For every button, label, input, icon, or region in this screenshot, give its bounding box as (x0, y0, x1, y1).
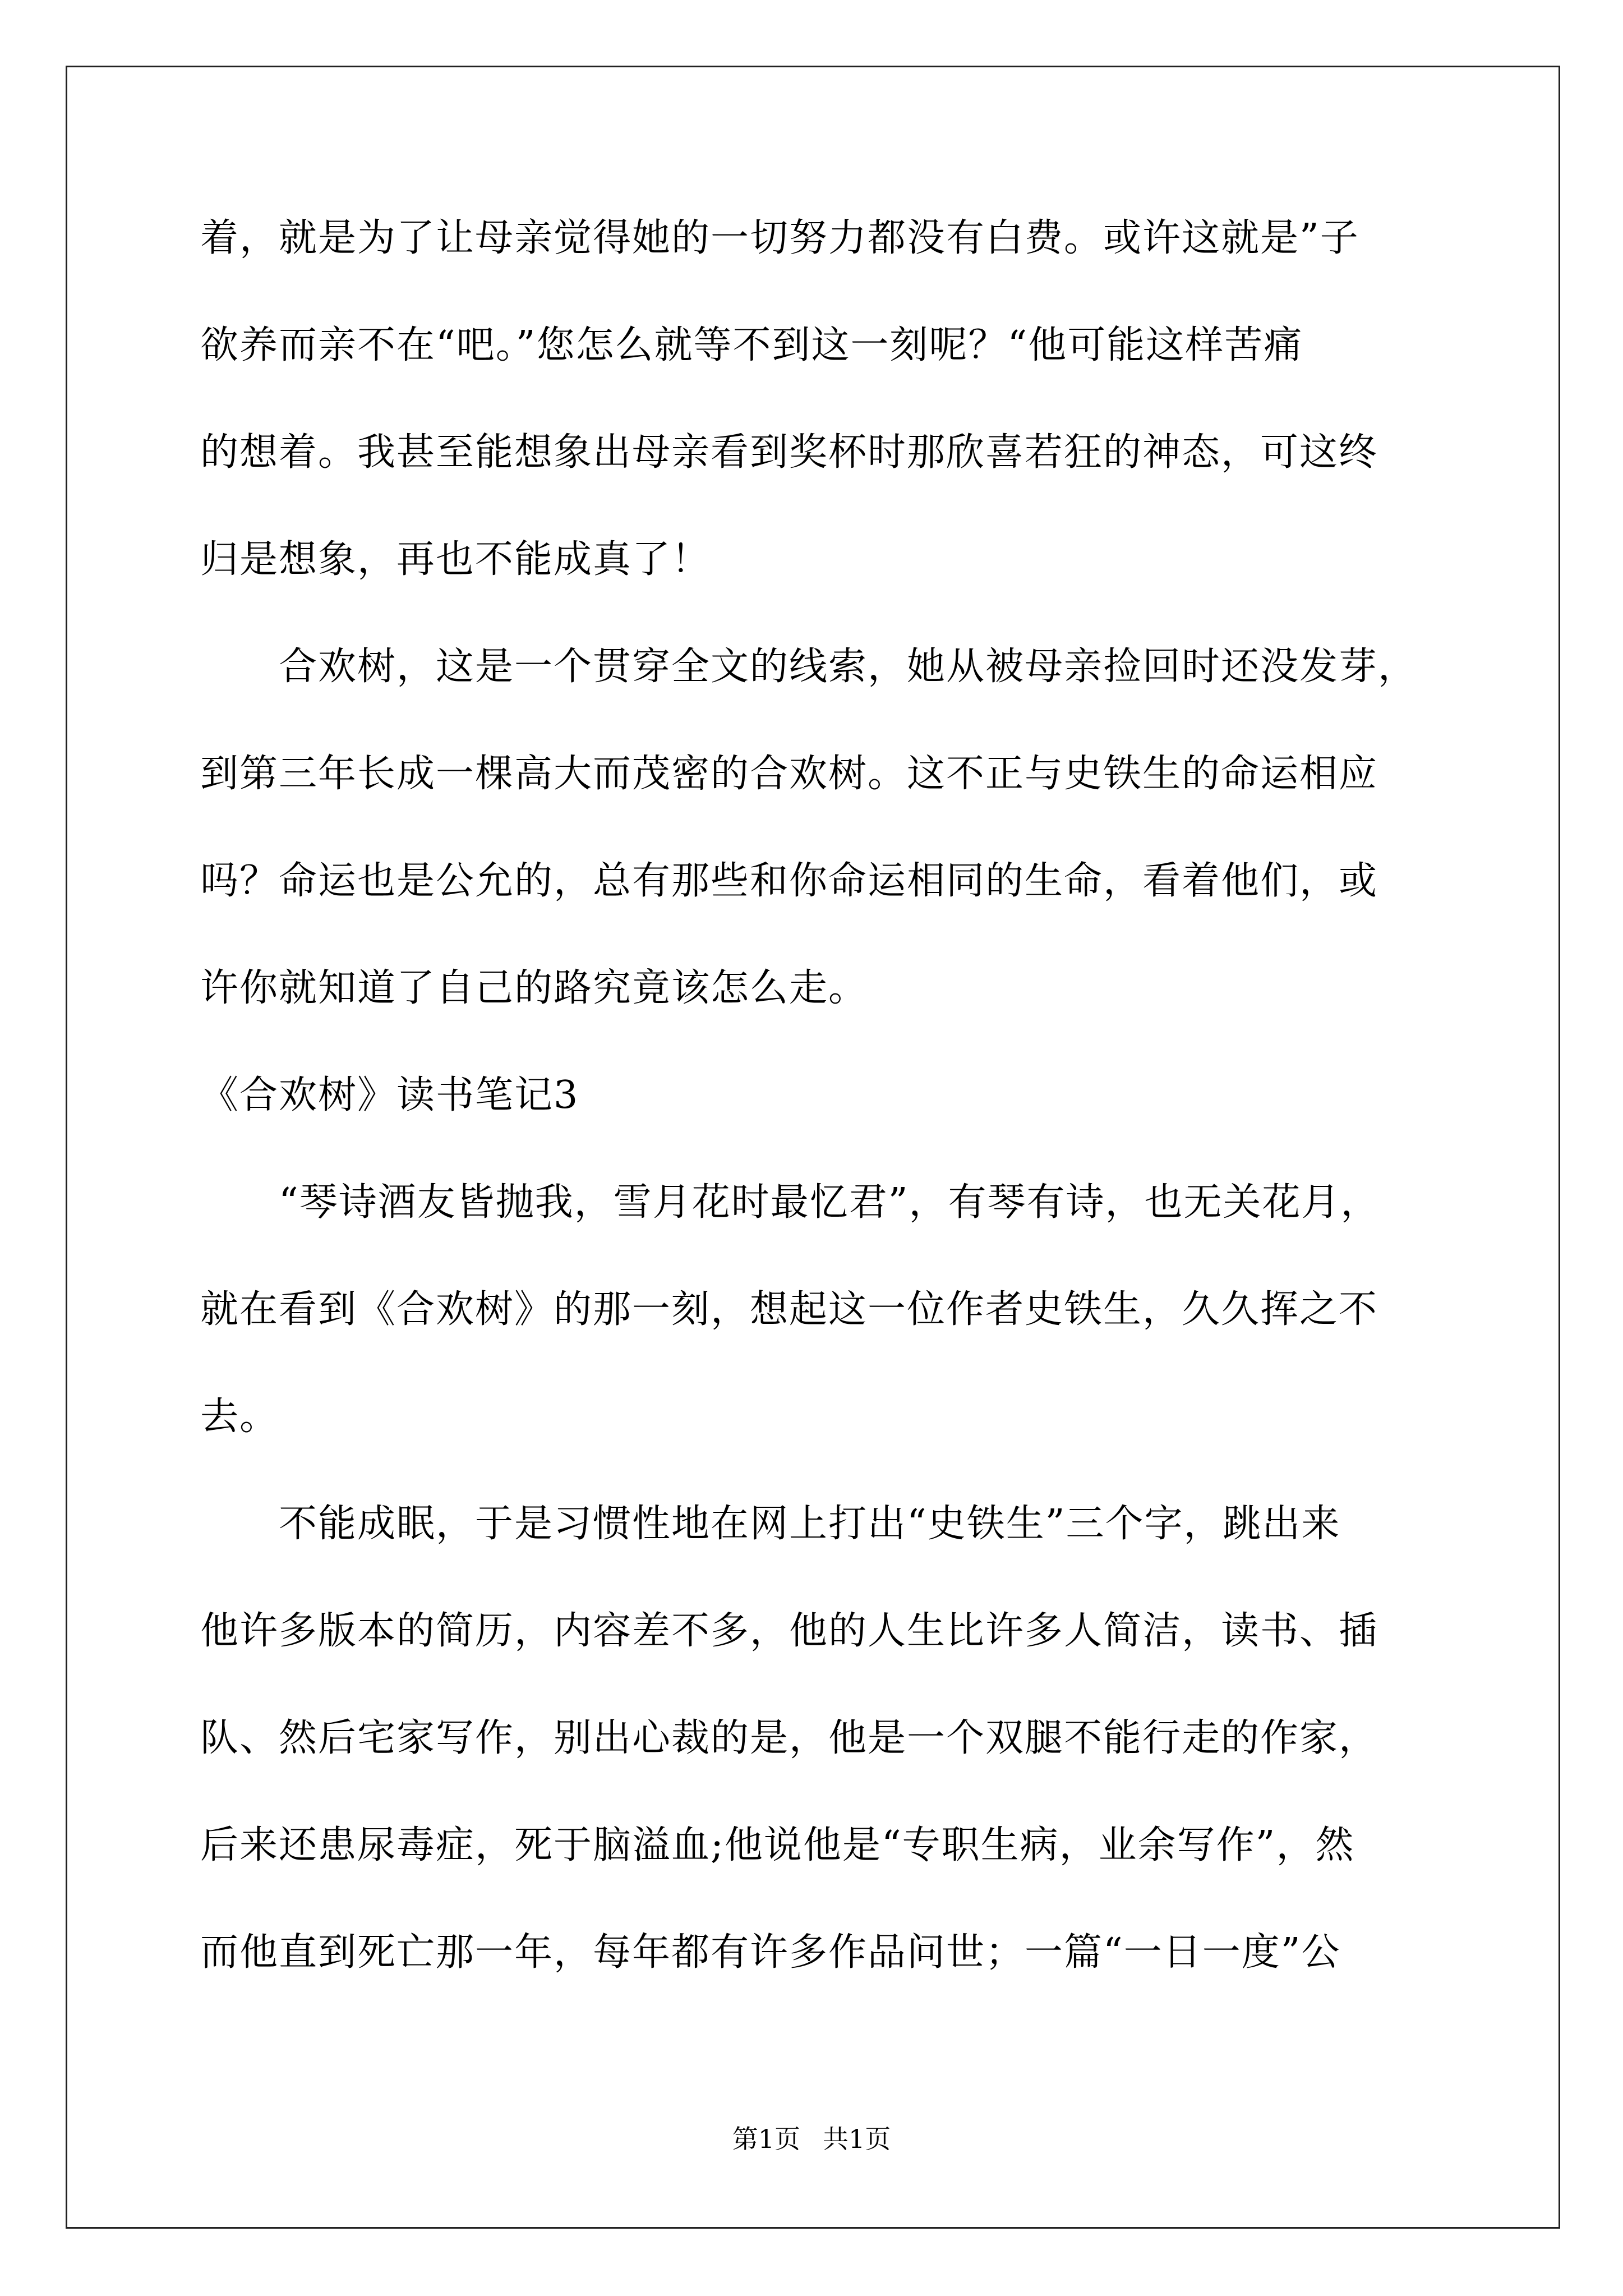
text-line: 归是想象，再也不能成真了！ (200, 537, 711, 582)
paragraph-start-line: 不能成眠，于是习惯性地在网上打出“史铁生”三个字，跳出来 (279, 1502, 1341, 1546)
text-line: 队、然后宅家写作，别出心裁的是，他是一个双腿不能行走的作家， (200, 1716, 1378, 1760)
page-number: 第1页 (732, 2124, 800, 2154)
text-line: 就在看到《合欢树》的那一刻，想起这一位作者史铁生，久久挥之不 (200, 1287, 1378, 1332)
text-line: 他许多版本的简历，内容差不多，他的人生比许多人简洁，读书、插 (200, 1609, 1378, 1653)
text-line: 吗？命运也是公允的，总有那些和你命运相同的生命，看着他们，或 (200, 859, 1378, 903)
page-total: 共1页 (823, 2124, 891, 2154)
section-heading: 《合欢树》读书笔记3 (200, 1073, 579, 1117)
document-body (200, 210, 1434, 2032)
text-line: 后来还患尿毒症，死于脑溢血;他说他是“专职生病，业余写作”，然 (200, 1823, 1355, 1867)
text-line: 欲养而亲不在“吧。”您怎么就等不到这一刻呢？“他可能这样苦痛 (200, 323, 1303, 367)
text-line: 而他直到死亡那一年，每年都有许多作品问世；一篇“一日一度”公 (200, 1930, 1341, 1975)
text-line: 到第三年长成一棵高大而茂密的合欢树。这不正与史铁生的命运相应 (200, 752, 1378, 796)
text-line: 的想着。我甚至能想象出母亲看到奖杯时那欣喜若狂的神态，可这终 (200, 430, 1378, 475)
text-line: 着，就是为了让母亲觉得她的一切努力都没有白费。或许这就是”子 (200, 216, 1359, 260)
paragraph-start-line: 合欢树，这是一个贯穿全文的线索，她从被母亲捡回时还没发芽， (279, 645, 1418, 689)
text-line: 许你就知道了自己的路究竟该怎么走。 (200, 966, 868, 1010)
text-line: 去。 (200, 1395, 279, 1439)
page-footer (0, 2122, 1623, 2156)
paragraph-start-line: “琴诗酒友皆抛我，雪月花时最忆君”，有琴有诗，也无关花月， (279, 1180, 1380, 1225)
